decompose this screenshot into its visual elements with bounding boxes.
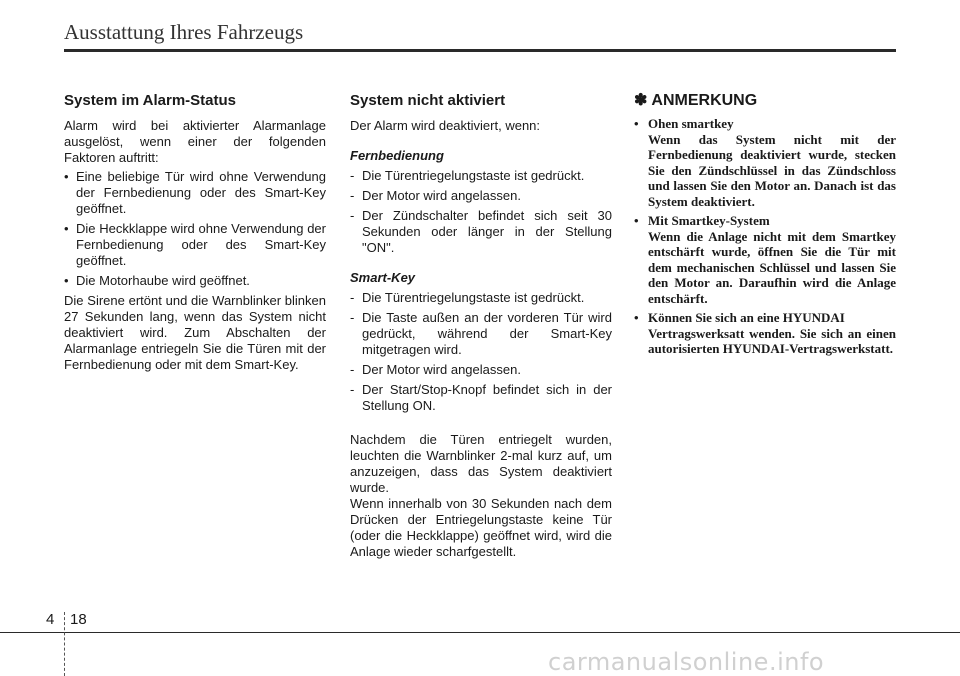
- remote-conditions-list: [350, 168, 612, 256]
- list-item: - Die Türentriegelungstaste ist gedrückt.: [350, 168, 612, 184]
- alarm-outro-text: Die Sirene ertönt und die Warnblinker blinken 27 Sekunden lang, wenn das System nicht deaktiviert wird. Zum Abschalten der Alarmanlage entriegeln Sie die Türen mit der Fernbedienung oder mit dem Smart-Key.: [64, 293, 326, 372]
- deactivation-intro-text: Der Alarm wird deaktiviert, wenn:: [350, 118, 541, 133]
- note-item-body: Wenn das System nicht mit der Fernbedienung deaktiviert wurde, stecken Sie den Zündschlüssel in das Zündschloss und lassen Sie den Motor an. Danach ist das System deaktiviert.: [648, 131, 896, 209]
- column-alarm-status: [64, 92, 326, 373]
- list-item: - Der Motor wird angelassen.: [350, 188, 612, 204]
- list-item: • Eine beliebige Tür wird ohne Verwendung der Fernbedienung oder des Smart-Key geöffnet.: [64, 169, 326, 217]
- list-item: [634, 213, 896, 306]
- note-list: [634, 116, 896, 357]
- note-item-label: • Können Sie sich an eine HYUNDAI: [648, 310, 845, 325]
- list-item: - Der Motor wird angelassen.: [350, 362, 612, 378]
- page-header-title: Ausstattung Ihres Fahrzeugs: [64, 20, 304, 44]
- rearm-text: Wenn innerhalb von 30 Sekunden nach dem Drücken der Entriegelungstaste keine Tür (oder die Heckklappe) geöffnet wird, wird die Anlage wieder scharfgestellt.: [350, 496, 612, 559]
- alarm-trigger-list: [64, 169, 326, 289]
- note-item-body: Wenn die Anlage nicht mit dem Smartkey entschärft wurde, öffnen Sie die Tür mit dem mechanischen Schlüssel und lassen Sie den Motor an. Daraufhin wird die Anlage entschärft.: [648, 228, 896, 306]
- note-item-label: • Mit Smartkey-System: [648, 213, 770, 228]
- list-item: - Die Türentriegelungstaste ist gedrückt.: [350, 290, 612, 306]
- list-item: • Die Heckklappe wird ohne Verwendung der Fernbedienung oder des Smart-Key geöffnet.: [64, 221, 326, 269]
- list-item: • Die Motorhaube wird geöffnet.: [64, 273, 326, 289]
- chapter-number: 4: [46, 611, 55, 628]
- subheading-remote: Fernbedienung: [350, 148, 444, 163]
- note-item-body: Vertragswerksatt wenden. Sie sich an einen autorisierten HYUNDAI-Vertragswerkstatt.: [648, 325, 896, 356]
- list-item: - Der Zündschalter befindet sich seit 30 Sekunden oder länger in der Stellung "ON".: [350, 208, 612, 256]
- site-watermark: carmanualsonline.info: [548, 648, 825, 676]
- note-heading: [634, 92, 896, 110]
- list-item: [634, 310, 896, 357]
- footer-rule: [0, 632, 960, 633]
- note-item-label: • Ohen smartkey: [648, 116, 734, 131]
- list-item: - Der Start/Stop-Knopf befindet sich in der Stellung ON.: [350, 382, 612, 414]
- footer-divider: [64, 612, 65, 676]
- section-heading-alarm-status: System im Alarm-Status: [64, 92, 237, 109]
- page-number: 18: [70, 611, 87, 628]
- column-not-activated: [350, 92, 612, 560]
- alarm-intro-text: Alarm wird bei aktivierter Alarmanlage ausgelöst, wenn einer der folgenden Faktoren auftritt:: [64, 118, 326, 165]
- deactivation-confirm-text: Nachdem die Türen entriegelt wurden, leuchten die Warnblinker 2-mal kurz auf, um anzuzeigen, dass das System deaktiviert wurde.: [350, 432, 612, 495]
- note-title-text: ANMERKUNG: [651, 92, 758, 109]
- header-rule: [64, 49, 896, 52]
- section-heading-not-activated: System nicht aktiviert: [350, 92, 506, 109]
- smartkey-conditions-list: [350, 290, 612, 414]
- list-item: [634, 116, 896, 209]
- asterisk-icon: ✽: [634, 92, 648, 109]
- list-item: - Die Taste außen an der vorderen Tür wird gedrückt, während der Smart-Key mitgetragen wird.: [350, 310, 612, 358]
- note-box: [634, 92, 896, 361]
- subheading-smartkey: Smart-Key: [350, 270, 416, 285]
